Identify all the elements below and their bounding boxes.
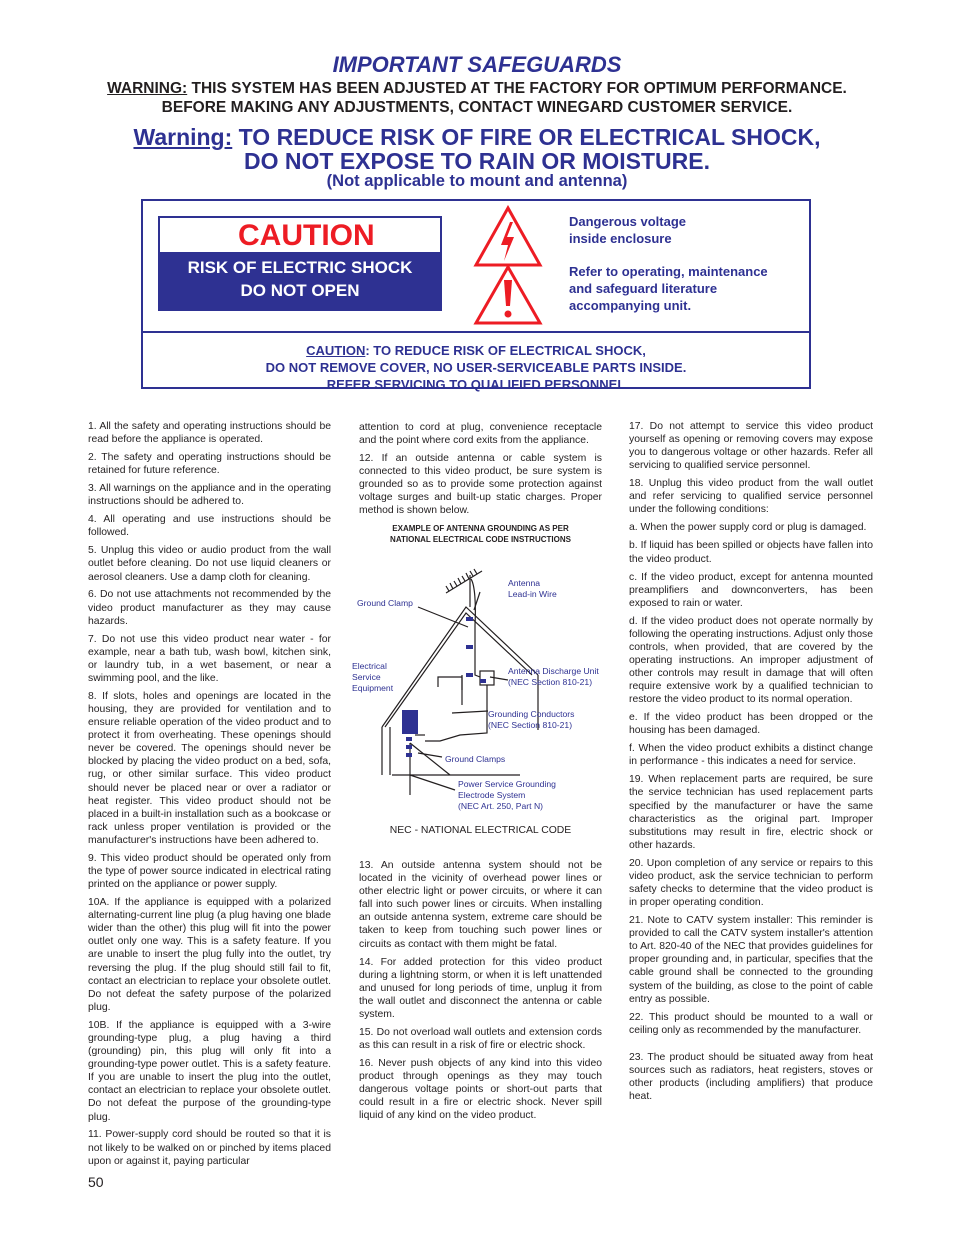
paragraph: 10B. If the appliance is equipped with a 3-wire grounding-type plug, a plug having a third (grounding) pin, this plug will only fit into a grounding-type power outlet. This is a safety feature. If you are unable to insert the plug into the outlet, contact an electrician to replace your obsolete outlet. Do not defeat the purpose of the grounding-type plug. <box>88 1019 331 1123</box>
caution-lower-line3: REFER SERVICING TO QUALIFIED PERSONNEL <box>326 377 626 392</box>
power-line3: (NEC Art. 250, Part N) <box>458 801 544 811</box>
moisture-warning-note: (Not applicable to mount and antenna) <box>326 172 628 190</box>
factory-warning-line1 <box>0 79 954 98</box>
paragraph: 21. Note to CATV system installer: This reminder is provided to call the CATV system installer's attention to Art. 820-40 of the NEC that provides guidelines for proper grounding and, in particular, specifies that the cable ground shall be connected to the grounding system of the building, as close to the point of cable entry as possible. <box>629 915 873 1005</box>
diagram-heading-line2: NATIONAL ELECTRICAL CODE INSTRUCTIONS <box>390 535 571 545</box>
paragraph: 4. All operating and use instructions should be followed. <box>88 514 331 539</box>
antenna-label <box>508 578 557 600</box>
grounding-conductors-label <box>488 709 574 731</box>
conductors-line1: Grounding Conductors <box>488 709 575 719</box>
paragraph: 2. The safety and operating instructions should be retained for future reference. <box>88 452 331 477</box>
paragraph: b. If liquid has been spilled or objects have fallen into the video product. <box>629 540 873 565</box>
caution-heading: CAUTION <box>238 219 375 252</box>
risk-panel <box>160 252 440 309</box>
discharge-line2: (NEC Section 810-21) <box>508 677 593 687</box>
refer-literature-text <box>569 263 768 314</box>
power-line2: Electrode System <box>458 790 526 800</box>
paragraph: e. If the video product has been dropped or the housing has been damaged. <box>629 712 873 737</box>
paragraph: 8. If slots, holes and openings are located in the housing, they are provided for ventilation and to ensure reliable operation of the video product and to protect it from overheating. These openings should never be covered. The openings should never be blocked by placing the video product on a bed, sofa, rug, or other similar surface. This video product should never be placed near or over a radiator or heat register. This video product should not be placed in a built-in installation such as a bookcase or rack unless proper ventilation is provided or the manufacturer's instructions have been adhered to. <box>88 690 331 846</box>
moisture-warning-line1 <box>0 125 954 150</box>
refer-line3: accompanying unit. <box>569 298 692 313</box>
ground-clamps-label: Ground Clamps <box>445 754 506 764</box>
antenna-line1: Antenna <box>508 578 541 588</box>
caution-lower-label: CAUTION <box>306 343 366 358</box>
column-2-bottom <box>359 859 602 1127</box>
paragraph: 20. Upon completion of any service or repairs to this video product, ask the service technician to perform safety checks to determine that the video product is in proper operating condition. <box>629 857 873 909</box>
paragraph: 14. For added protection for this video product during a lightning storm, or when it is left unattended and unused for long periods of time, unplug it from the wall outlet and disconnect the antenna or cable system. <box>359 956 602 1020</box>
ground-clamp-label: Ground Clamp <box>357 598 413 608</box>
power-line1: Power Service Grounding <box>458 779 556 789</box>
moisture-warning-line2: DO NOT EXPOSE TO RAIN OR MOISTURE. <box>243 148 710 174</box>
electrical-line2: Service <box>352 672 381 682</box>
discharge-unit-label <box>508 666 599 688</box>
paragraph: 12. If an outside antenna or cable system is connected to this video product, be sure system is grounded so as to provide some protection against voltage surges and built-up static charges. Proper method is shown below. <box>359 453 602 517</box>
paragraph: 9. This video product should be operated only from the type of power source indicated in electrical rating printed on the appliance or power supply. <box>88 852 331 891</box>
caution-lower-line1 <box>141 342 811 359</box>
paragraph: f. When the video product exhibits a distinct change in performance - this indicates a need for service. <box>629 743 873 768</box>
paragraph: 16. Never push objects of any kind into this video product through openings as they may touch dangerous voltage points or short-out parts that could result in a fire or electric shock. Never spill liquid of any kind on the video product. <box>359 1057 602 1122</box>
lightning-bolt-triangle-icon <box>476 208 540 265</box>
paragraph: 10A. If the appliance is equipped with a polarized alternating-current line plug (a plug having one blade wider than the other) this plug will fit into the power outlet only one way. This is a safety feature. If you are unable to insert the plug fully into the outlet, try reversing the plug. If the plug should still fail to fit, contact an electrician to replace your obsolete outlet. Do not defeat the safety purpose of the polarized plug. <box>88 897 331 1013</box>
caution-lower-line2: DO NOT REMOVE COVER, NO USER-SERVICEABLE PARTS INSIDE. <box>265 360 687 375</box>
column-2 <box>359 421 602 546</box>
paragraph: 22. This product should be mounted to a wall or ceiling only as recommended by the manufacturer. <box>629 1011 873 1036</box>
antenna-line2: Lead-in Wire <box>508 589 557 599</box>
caution-lower-line1-text: : TO REDUCE RISK OF ELECTRICAL SHOCK, <box>365 343 646 358</box>
caution-divider <box>141 331 811 333</box>
paragraph: 1. All the safety and operating instructions should be read before the appliance is operated. <box>88 421 331 446</box>
column-1 <box>88 420 331 1173</box>
paragraph: c. If the video product, except for antenna mounted preamplifiers and downconverters, has been exposed to rain or water. <box>629 571 873 609</box>
refer-line2: and safeguard literature <box>569 281 718 296</box>
page-number: 50 <box>88 1174 104 1190</box>
voltage-line2: inside enclosure <box>569 231 672 246</box>
column-3 <box>629 420 873 1108</box>
conductors-line2: (NEC Section 810-21) <box>488 720 573 730</box>
paragraph: 17. Do not attempt to service this video product yourself as opening or removing covers may expose you to dangerous voltage or other hazards. Refer all servicing to qualified service personnel. <box>629 421 873 472</box>
factory-warning-line2: BEFORE MAKING ANY ADJUSTMENTS, CONTACT WINEGARD CUSTOMER SERVICE. <box>161 99 793 116</box>
paragraph: 3. All warnings on the appliance and in the operating instructions should be adhered to. <box>88 483 331 508</box>
caution-lower-text <box>141 342 811 393</box>
exclamation-triangle-icon <box>476 267 540 323</box>
risk-line1: RISK OF ELECTRIC SHOCK <box>187 258 413 277</box>
paragraph: a. When the power supply cord or plug is damaged. <box>629 522 867 534</box>
diagram-heading <box>359 523 602 546</box>
paragraph: 11. Power-supply cord should be routed so that it is not likely to be walked on or pinched by items placed upon or against it, paying particular <box>88 1129 331 1167</box>
warning-text: TO REDUCE RISK OF FIRE OR ELECTRICAL SHOCK, <box>238 124 821 150</box>
diagram-footer: NEC - NATIONAL ELECTRICAL CODE <box>389 825 572 836</box>
electrical-line1: Electrical <box>352 661 387 671</box>
paragraph: d. If the video product does not operate normally by following the operating instructions. Adjust only those controls, when provided, that are covered by the operating instructions. An improper adjustment of other controls may result in damage that will often require extensive work by a qualified technician to restore the video product to its normal operation. <box>629 615 873 706</box>
paragraph: 5. Unplug this video or audio product from the wall outlet before cleaning. Do not use liquid cleaners or aerosol cleaners. Use a damp cloth for cleaning. <box>88 545 331 583</box>
warning-label: WARNING: <box>107 80 188 97</box>
warning-text: THIS SYSTEM HAS BEEN ADJUSTED AT THE FACTORY FOR OPTIMUM PERFORMANCE. <box>191 80 847 97</box>
warning-symbols <box>470 205 546 327</box>
paragraph: 6. Do not use attachments not recommended by the video product manufacturer as they may cause hazards. <box>88 589 331 627</box>
paragraph: 7. Do not use this video product near water - for example, near a bath tub, wash bowl, kitchen sink, or laundry tub, in a wet basement, or near a swimming pool, and the like. <box>88 633 331 684</box>
power-grounding-label <box>458 779 556 812</box>
paragraph: 19. When replacement parts are required, be sure the service technician has used replacement parts specified by the manufacturer or have the same characteristics as the original part. Improper substitutions may result in fire, electric shock or other hazards. <box>629 774 873 851</box>
paragraph: 23. The product should be situated away from heat sources such as radiators, heat registers, stoves or other products (including amplifiers) that produce heat. <box>629 1051 873 1103</box>
discharge-line1: Antenna Discharge Unit <box>508 666 599 676</box>
refer-line1: Refer to operating, maintenance <box>569 264 768 279</box>
paragraph: attention to cord at plug, convenience receptacle and the point where cord exits from the appliance. <box>359 422 602 447</box>
paragraph: 18. Unplug this video product from the wall outlet and refer servicing to qualified service personnel under the following conditions: <box>629 478 873 516</box>
paragraph: 15. Do not overload wall outlets and extension cords as this can result in a risk of fire or electric shock. <box>359 1026 602 1051</box>
electrical-equipment-label <box>352 661 393 694</box>
risk-line2: DO NOT OPEN <box>240 281 360 300</box>
warning-label: Warning: <box>133 124 233 150</box>
voltage-line1: Dangerous voltage <box>569 214 687 229</box>
antenna-grounding-diagram <box>340 565 620 815</box>
diagram-heading-line1: EXAMPLE OF ANTENNA GROUNDING AS PER <box>392 523 569 533</box>
electrical-line3: Equipment <box>352 683 394 693</box>
paragraph: 13. An outside antenna system should not be located in the vicinity of overhead power lines or other electric light or power circuits, or where it can fall into such power lines or circuits. When installing an outside antenna system, extreme care should be taken to keep from touching such power lines or circuits as contact with them might be fatal. <box>359 860 602 950</box>
page-title: IMPORTANT SAFEGUARDS <box>332 52 622 77</box>
dangerous-voltage-text <box>569 213 686 247</box>
